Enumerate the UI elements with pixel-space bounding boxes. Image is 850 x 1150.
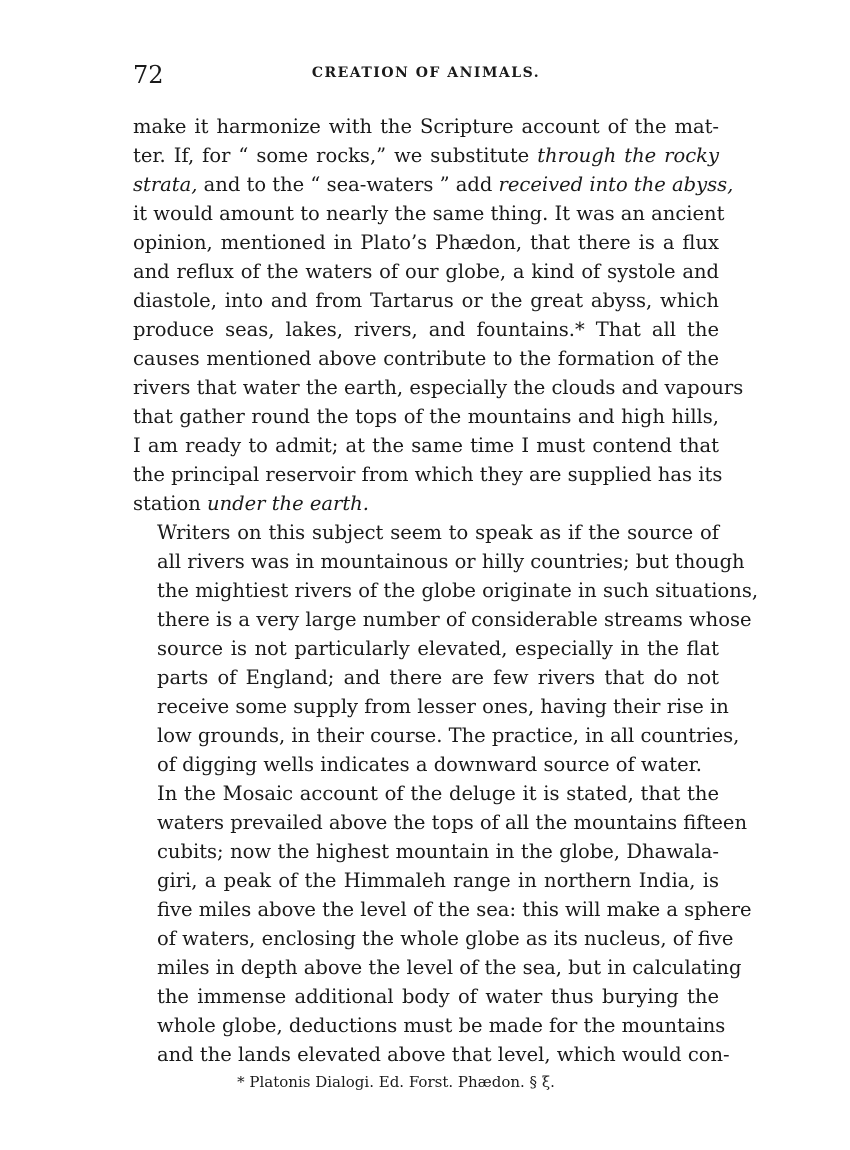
text-line: of digging wells indicates a downward source of water. — [157, 753, 703, 776]
text-line: giri, a peak of the Himmaleh range in northern India, is — [157, 869, 719, 892]
text-line: produce seas, lakes, rivers, and fountains.* That all the — [133, 318, 719, 341]
text-line: I am ready to admit; at the same time I must contend that — [133, 434, 719, 457]
text-line: causes mentioned above contribute to the formation of the — [133, 347, 719, 370]
italic-text: through the rocky — [537, 144, 719, 167]
paragraph — [133, 779, 752, 1069]
text-line: the principal reservoir from which they are supplied has its — [133, 463, 723, 486]
text-line: the immense additional body of water thus burying the — [157, 985, 719, 1008]
text-line: source is not particularly elevated, especially in the flat — [157, 637, 719, 660]
text-line: ter. If, for “ some rocks,” we substitute through the rocky — [133, 144, 719, 167]
text-line: make it harmonize with the Scripture account of the mat- — [133, 115, 719, 138]
text-line: there is a very large number of considerable streams whose — [157, 608, 752, 631]
paragraph — [133, 518, 759, 779]
text-line: parts of England; and there are few rivers that do not — [157, 666, 719, 689]
paragraph — [133, 112, 744, 518]
text-line: the mightiest rivers of the globe originate in such situations, — [157, 579, 759, 602]
text-line: Writers on this subject seem to speak as if the source of — [157, 521, 719, 544]
text-line: waters prevailed above the tops of all the mountains fifteen — [157, 811, 747, 834]
text-line: station under the earth. — [133, 492, 369, 515]
running-head — [133, 60, 719, 94]
text-line: that gather round the tops of the mountains and high hills, — [133, 405, 719, 428]
text-line: miles in depth above the level of the sea, but in calculating — [157, 956, 742, 979]
book-page — [133, 60, 759, 1093]
text-line: opinion, mentioned in Plato’s Phædon, that there is a flux — [133, 231, 719, 254]
text-line: strata, and to the “ sea-waters ” add received into the abyss, — [133, 173, 734, 196]
text-line: it would amount to nearly the same thing. It was an ancient — [133, 202, 725, 225]
text-line: whole globe, deductions must be made for the mountains — [157, 1014, 726, 1037]
text-line: all rivers was in mountainous or hilly countries; but though — [157, 550, 745, 573]
text-line: low grounds, in their course. The practice, in all countries, — [157, 724, 740, 747]
text-line: and the lands elevated above that level, which would con- — [157, 1043, 730, 1066]
footnote: * Platonis Dialogi. Ed. Forst. Phædon. § ξ. — [237, 1073, 555, 1091]
body-text — [133, 112, 759, 1069]
text-line: rivers that water the earth, especially the clouds and vapours — [133, 376, 744, 399]
text-line: In the Mosaic account of the deluge it is stated, that the — [157, 782, 719, 805]
text-line: diastole, into and from Tartarus or the great abyss, which — [133, 289, 719, 312]
italic-text: received into the abyss, — [498, 173, 734, 196]
text-line: and reflux of the waters of our globe, a kind of systole and — [133, 260, 719, 283]
text-line: of waters, enclosing the whole globe as its nucleus, of five — [157, 927, 734, 950]
text-line: receive some supply from lesser ones, having their rise in — [157, 695, 729, 718]
page-number: 72 — [133, 61, 164, 89]
italic-text: strata, — [133, 173, 198, 196]
text-line: cubits; now the highest mountain in the globe, Dhawala- — [157, 840, 719, 863]
italic-text: under the earth. — [207, 492, 369, 515]
text-line: five miles above the level of the sea: this will make a sphere — [157, 898, 752, 921]
running-title: CREATION OF ANIMALS. — [311, 65, 541, 81]
